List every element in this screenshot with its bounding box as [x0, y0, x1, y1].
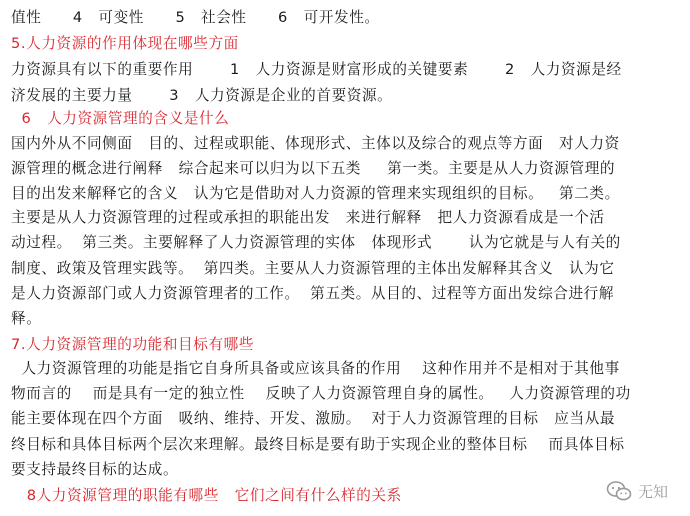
text-line-16: 物而言的 而是具有一定的独立性 反映了人力资源管理自身的属性。 人力资源管理的功 [11, 385, 631, 402]
watermark-text: 无知 [637, 482, 668, 501]
text-line-10: 动过程。 第三类。主要解释了人力资源管理的实体 体现形式 认为它就是与人有关的 [11, 234, 621, 251]
heading-section-5: 5.人力资源的作用体现在哪些方面 [11, 35, 239, 52]
text-line-12: 是人力资源部门或人力资源管理者的工作。 第五类。从目的、过程等方面出发综合进行解 [11, 285, 615, 302]
text-line-13: 释。 [11, 310, 42, 327]
text-line-19: 要支持最终目标的达成。 [11, 461, 179, 478]
heading-section-8: 8人力资源管理的职能有哪些 它们之间有什么样的关系 [11, 487, 402, 504]
heading-section-6: 6 人力资源管理的含义是什么 [11, 110, 230, 127]
text-line-11: 制度、政策及管理实践等。 第四类。主要从人力资源管理的主体出发解释其含义 认为它 [11, 260, 615, 277]
text-line-18: 终目标和具体目标两个层次来理解。最终目标是要有助于实现企业的整体目标 而具体目标 [11, 436, 625, 453]
text-line-7: 源管理的概念进行阐释 综合起来可以归为以下五类 第一类。主要是从人力资源管理的 [11, 160, 616, 177]
text-line-9: 主要是从人力资源管理的过程或承担的职能出发 来进行解释 把人力资源看成是一个活 [11, 209, 605, 226]
text-line-1: 值性 4 可变性 5 社会性 6 可开发性。 [11, 9, 380, 26]
text-line-17: 能主要体现在四个方面 吸纳、维持、开发、激励。 对于人力资源管理的目标 应当从最 [11, 410, 616, 427]
wechat-watermark [606, 480, 668, 502]
text-line-15: 人力资源管理的功能是指它自身所具备或应该具备的作用 这种作用并不是相对于其他事 [11, 360, 620, 377]
wechat-icon [606, 480, 632, 502]
text-line-6: 国内外从不同侧面 目的、过程或职能、体现形式、主体以及综合的观点等方面 对人力资 [11, 135, 620, 152]
heading-section-7: 7.人力资源管理的功能和目标有哪些 [11, 336, 255, 353]
text-line-4: 济发展的主要力量 3 人力资源是企业的首要资源。 [11, 87, 393, 104]
text-line-3: 力资源具有以下的重要作用 1 人力资源是财富形成的关键要素 2 人力资源是经 [11, 61, 622, 78]
text-line-8: 目的出发来解释它的含义 认为它是借助对人力资源的管理来实现组织的目标。 第二类。 [11, 185, 620, 202]
